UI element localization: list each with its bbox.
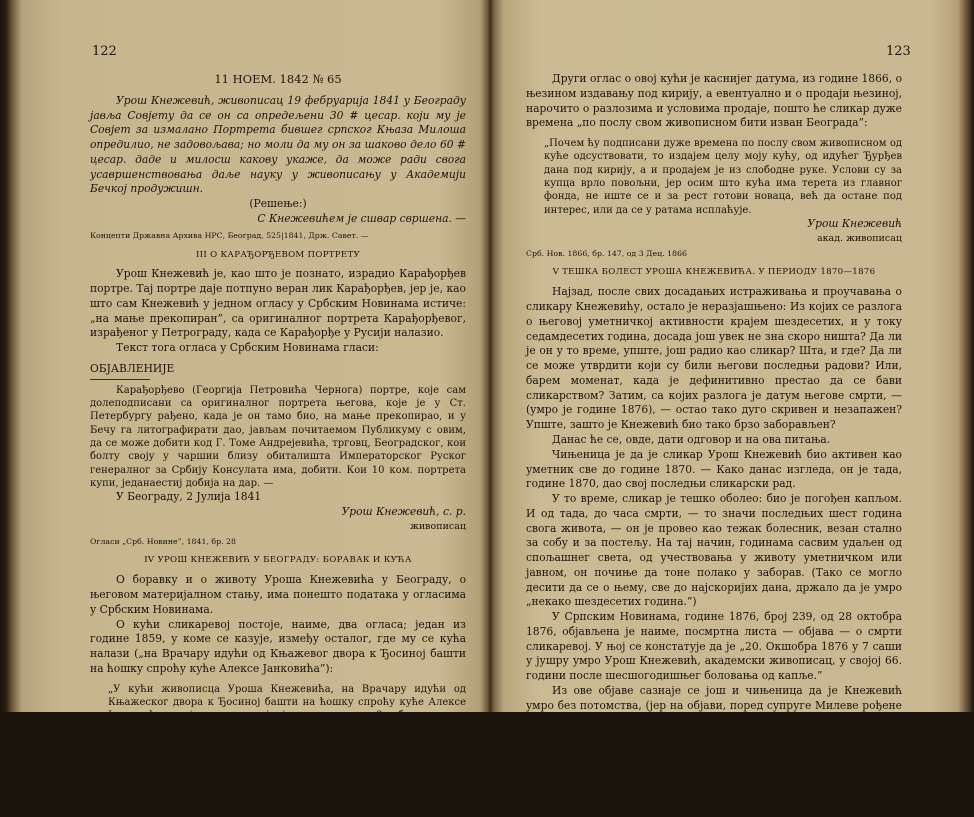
answer-intro: Данас ће се, овде, дати одговор и на ова питања.	[552, 432, 831, 446]
decision-label: (Решење:)	[249, 197, 307, 211]
decision-text: С Кнежевићем је сшвар свршена. —	[257, 211, 466, 225]
right-page-body	[526, 72, 902, 817]
title-underline	[90, 379, 150, 380]
questions-paragraph: Најзад, после свих досадањих истраживања и проучавања о сликару Кнежевићу, остало је неразјашњено: Из којих се разлога о његовој уметничкој активности крајем шездесетих, и у току седамдесетих година, досада још увек не зна скоро ништа? Да ли је он у то време, упште, још радио као сликар? Шта, и где? Да ли се може утврдити који су били његови последњи радови? Или, барем моменат, када је дефинитивно престао да се бави сликарством? Затим, са којих разлога је датум његове смрти, — (умро је године 1876), — остао тако дуго скривен и незапажен? Упште, зашто је Кнежевић био тако брзо заборављен?	[526, 285, 902, 432]
sale-quote: „Почем ћу подписани дуже времена по послу свом живописном од куће одсуствовати, то издајем целу моју кућу, од идућег Ђурђев дана под кирију, а и продајем је из слободне руке. Услови су за купца врло повољни, јер осим што кућа има терета из главног фонда, не иште се и за рест готови новаца, већ да остане под интерес, или да се у ратама исплаћује.	[544, 138, 902, 216]
announcement-title: ОБЈАВЛЕНИЈЕ	[90, 361, 175, 375]
grave-paragraph: Из ове објаве сазнаје се још и чињеница да је Кнежевић умро без потомства, (јер на објави, поред супруге Милеве рођене Павловић, потписани су само још двоје: сестра сликарева Анка Пејиновић, и његов сестрић Милош Пејиновић, потпоно писац и књижевни радник). Отуда после смрти његове супруге, 1880, о сликаревом гробу, приликом каснијег прекопавања гробља код Маркове цркве, није имао нико од најближих да се побрине, и његови посмртни остаци бачени су у заједничку раку. Отуда, његов гроб данас не постоји.	[526, 684, 902, 816]
second-ad-paragraph: Други оглас о овој кући је каснијег датума, из године 1866, о њезином издавању под кирију, а евентуално и о продаји њезиној, нарочито о разлозима и условима продаје, пошто ће сликар дуже времена „по послу свом живописном бити изван Београда”:	[526, 72, 902, 130]
obituary-paragraph: У Српским Новинама, године 1876, број 239, од 28 октобра 1876, објављена је наиме, посмртна листа — објава — о смрти сликаревој. У њој се констатује да је „20. Окшобра 1876 у 7 саши у јушру умро Урош Кнежевић, академски живописац, у својој 66. години после шесшогодишњег боловања од капље.”	[526, 610, 902, 683]
page-number-right: 123	[886, 44, 911, 59]
section-heading-3: III О КАРАЂОРЂЕВОМ ПОРТРЕТУ	[195, 249, 361, 260]
signature-role-right: акад. живописац	[816, 232, 902, 244]
announcement-intro: Текст тога огласа у Србским Новинама гласи:	[116, 341, 379, 355]
signature-name: Урош Кнежевић, с. р.	[341, 504, 466, 518]
portrait-paragraph: Урош Кнежевић је, као што је познато, израдио Карађорђев портре. Тај портре даје потпуно веран лик Карађорђев, јер је, као што сам Кнежевић у једном огласу у Србским Новинама истиче: „на мање прекопиран”, са оригиналног портрета Карађорђевог, израђеног у Петрограду, када се Карађорђе у Русији налазио.	[90, 267, 466, 340]
section-heading-4: IV УРОШ КНЕЖЕВИЋ У БЕОГРАДУ: БОРАВАК И КУЋА	[144, 555, 412, 566]
signature-name-right: Урош Кнежевић	[807, 216, 902, 230]
source-note-3: Србске Новине, бр. 37|1859, од 26 Марта 1859	[90, 753, 284, 763]
source-note-2: Огласи „Срб. Новине”, 1841, бр. 28	[90, 536, 236, 546]
date-line: У Београду, 2 Јулија 1841	[116, 490, 262, 504]
document-heading: 11 НОЕМ. 1842 № 65	[214, 72, 342, 86]
rental-quote: „У кући живописца Уроша Кнежевића, на Врачару идући од Књажеског двора к Ђосиној башти на ћошку спроћу куће Алексе Јанковића издаје се под кирију: један квартир од 3 собе, све мање а једна велика. Кои би вољу имао таки, нек се јави, из итог куће изволи пријавити.”	[108, 683, 466, 748]
left-page	[32, 0, 472, 763]
left-page-body	[90, 72, 466, 770]
illness-paragraph: У то време, сликар је тешко оболео: био је погођен капљом. И од тада, до часа смрти, — то значи последњих шест година свога живота, — он је провео као тежак болесник, везан стално за собу и за постељу. На тај начин, годинама сасвим удаљен од спољашнег света, од учествовања у животу уметничком или јавном, он почиње да тоне полако у заборав. (Тако се могло десити да се о њему, све до најскоријих дана, држало да је умро „некако шездесетих година.”)	[526, 492, 902, 609]
source-note-4: Срб. Нов. 1866, бр. 147, од 3 Дец. 1866	[526, 248, 687, 258]
section-heading-5: V ТЕШКА БОЛЕСТ УРОША КНЕЖЕВИЋА. У ПЕРИОДУ 1870—1876	[552, 267, 876, 278]
residence-paragraph: О боравку и о животу Уроша Кнежевића у Београду, о његовом материјалном стању, има понешто података у огласима у Србским Новинама.	[90, 573, 466, 616]
right-page	[506, 0, 942, 816]
page-number-left: 122	[92, 44, 117, 59]
announcement-text: Карађорђево (Георгија Петровића Чернога) портре, које сам долеподписани са оригиналног портрета његовa, које је у Ст. Петербургу рађено, када је он тамо био, на мање прекопирао, и у Бечу га литографирати дао, јављам почитаемом Публикуму с овим, да се може добити код Г. Томе Андрејевића, трговц, Београдског, кои болту својy у чаршии близу обиталишта Императорског Руског генералног за Србију Консулата има, добити. Кои 10 ком. портрета купи, једанаестиј добија на дар. —	[90, 384, 466, 489]
activity-paragraph: Чињеница је да је сликар Урош Кнежевић био активен као уметник све до године 1870. — Како данас изгледа, он је тада, године 1870, дао свој последњи сликарски рад.	[526, 447, 902, 491]
source-note-1: Концепти Државна Архива НРС, Београд, 525|1841, Држ. Савет. —	[90, 230, 369, 240]
petition-paragraph: Урош Кнежевић, живописац 19 фебруарија 1841 у Београду јавља Совјету да се он са опредељени 30 # цесар. који му је Совјет за измалано Портрета бившег српског Књаза Милоша опредилио, не задовољава; но моли да му он за шаково дело 60 # цесар. даде и милосш какову укаже, да може ради свога усавршенствовања даље науку у живописању у Академији Бечкој продужишн.	[90, 93, 466, 196]
house-paragraph: О кући сликаревој постоје, наиме, два огласа; један из године 1859, у коме се казује, између осталог, где му се кућа налази („на Врачару идући од Књажевог двора к Ђосиној башти на ћошку спроћу куће Алексе Јанковића”):	[90, 617, 466, 675]
signature-role: живописац	[410, 520, 466, 532]
